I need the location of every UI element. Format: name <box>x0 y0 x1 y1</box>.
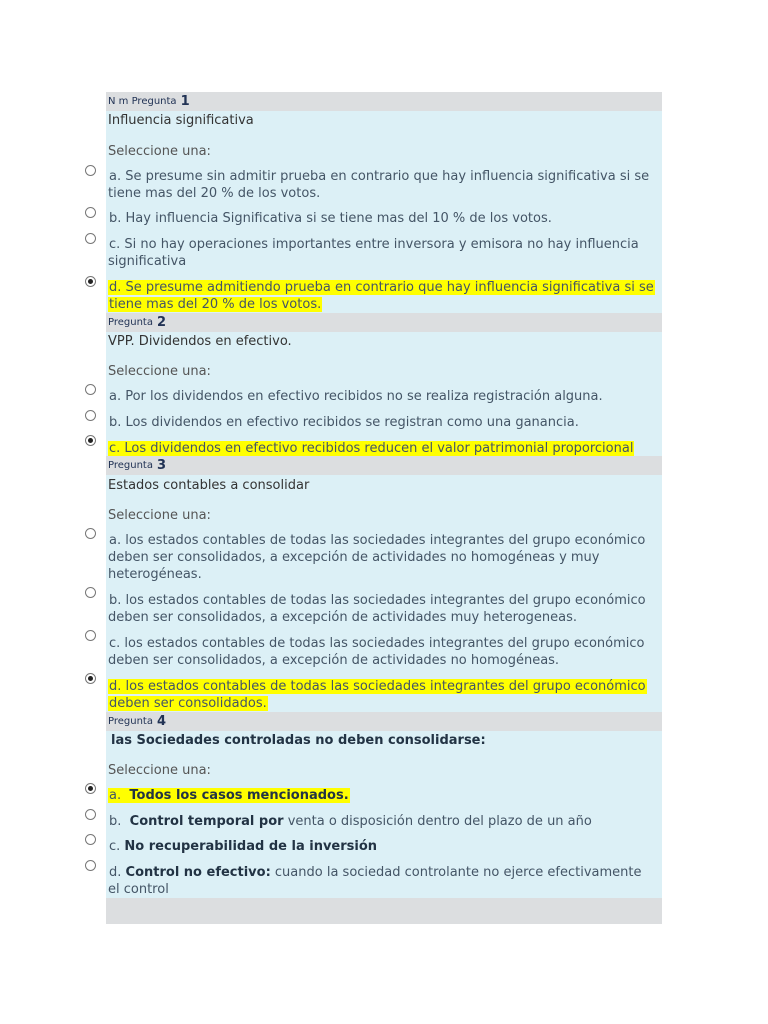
question-1-number: 1 <box>180 94 190 109</box>
question-2-text: VPP. Dividendos en efectivo. <box>108 334 292 349</box>
q3-radio-a[interactable] <box>85 528 96 539</box>
q2-radio-c[interactable] <box>85 435 96 446</box>
q3-option-d[interactable]: d. los estados contables de todas las sociedades integrantes del grupo económico deben ser consolidados. <box>109 679 646 711</box>
q4-option-c-bold: No recuperabilidad de la inversión <box>124 839 378 854</box>
question-4-text: las Sociedades controladas no deben consolidarse: <box>111 733 486 748</box>
question-1-prompt: Seleccione una: <box>108 144 211 159</box>
question-2-body <box>106 332 662 456</box>
q4-option-b-letter: b. <box>109 814 122 829</box>
question-3-prompt: Seleccione una: <box>108 508 211 523</box>
q4-option-a-letter: a. <box>109 788 122 803</box>
q4-radio-d[interactable] <box>85 860 96 871</box>
q4-option-d-bold: Control no efectivo: <box>125 865 271 880</box>
q3-radio-b[interactable] <box>85 587 96 598</box>
question-3-header <box>106 456 662 475</box>
question-4-prompt: Seleccione una: <box>108 763 211 778</box>
question-4-body <box>106 731 662 898</box>
question-2-label: Pregunta <box>108 317 153 328</box>
question-1-text: Influencia significativa <box>108 113 254 128</box>
question-4-label: Pregunta <box>108 716 153 727</box>
q1-radio-d[interactable] <box>85 276 96 287</box>
q1-option-b[interactable]: b. Hay influencia Significativa si se tiene mas del 10 % de los votos. <box>109 211 552 226</box>
q2-option-b[interactable]: b. Los dividendos en efectivo recibidos se registran como una ganancia. <box>109 415 579 430</box>
q4-option-b-rest: venta o disposición dentro del plazo de un año <box>283 814 592 829</box>
q4-option-d[interactable] <box>108 864 656 898</box>
q4-option-a-bold: Todos los casos mencionados. <box>129 788 349 803</box>
q1-option-d[interactable]: d. Se presume admitiendo prueba en contrario que hay influencia significativa si se tiene mas del 20 % de los votos. <box>109 280 654 312</box>
q4-option-b-bold: Control temporal por <box>129 814 284 829</box>
question-1-body <box>106 111 662 313</box>
q1-option-a[interactable]: a. Se presume sin admitir prueba en contrario que hay influencia significativa si se tiene mas del 20 % de los votos. <box>108 169 650 201</box>
question-1-header <box>106 92 662 111</box>
q2-option-a[interactable]: a. Por los dividendos en efectivo recibidos no se realiza registración alguna. <box>109 389 603 404</box>
q3-option-c[interactable]: c. los estados contables de todas las sociedades integrantes del grupo económico deben ser consolidados, a excepción de actividades no homogéneas. <box>108 636 645 668</box>
q1-radio-c[interactable] <box>85 233 96 244</box>
q4-radio-a[interactable] <box>85 783 96 794</box>
question-3-label: Pregunta <box>108 460 153 471</box>
q4-radio-c[interactable] <box>85 834 96 845</box>
question-4-header <box>106 712 662 731</box>
q1-radio-a[interactable] <box>85 165 96 176</box>
q4-option-b[interactable] <box>108 813 656 830</box>
q4-option-d-rest: cuando la sociedad controlante no ejerce efectivamente el control <box>108 865 642 897</box>
question-3-number: 3 <box>156 458 167 473</box>
question-2-header <box>106 313 662 332</box>
question-3-body <box>106 475 662 712</box>
question-1-label: N m Pregunta <box>108 96 177 107</box>
q4-option-c-letter: c. <box>109 839 121 854</box>
q1-radio-b[interactable] <box>85 207 96 218</box>
footer-bar <box>106 898 662 924</box>
q2-radio-a[interactable] <box>85 384 96 395</box>
question-2-prompt: Seleccione una: <box>108 364 211 379</box>
question-2-number: 2 <box>156 315 167 330</box>
q2-radio-b[interactable] <box>85 410 96 421</box>
q4-option-c[interactable] <box>108 838 656 855</box>
q3-option-b[interactable]: b. los estados contables de todas las sociedades integrantes del grupo económico deben ser consolidados, a excepción de actividades muy heterogeneas. <box>108 593 646 625</box>
q3-radio-d[interactable] <box>85 673 96 684</box>
q2-option-c[interactable]: c. Los dividendos en efectivo recibidos reducen el valor patrimonial proporcional <box>109 441 634 456</box>
q4-option-a[interactable] <box>108 787 656 804</box>
question-4-number: 4 <box>156 714 167 729</box>
q3-radio-c[interactable] <box>85 630 96 641</box>
q4-option-d-letter: d. <box>109 865 122 880</box>
q3-option-a[interactable]: a. los estados contables de todas las sociedades integrantes del grupo económico deben ser consolidados, a excepción de actividades no homogéneas y muy heterogéneas. <box>108 533 646 582</box>
q1-option-c[interactable]: c. Si no hay operaciones importantes entre inversora y emisora no hay influencia significativa <box>108 237 639 269</box>
question-3-text: Estados contables a consolidar <box>108 478 310 493</box>
q4-radio-b[interactable] <box>85 809 96 820</box>
